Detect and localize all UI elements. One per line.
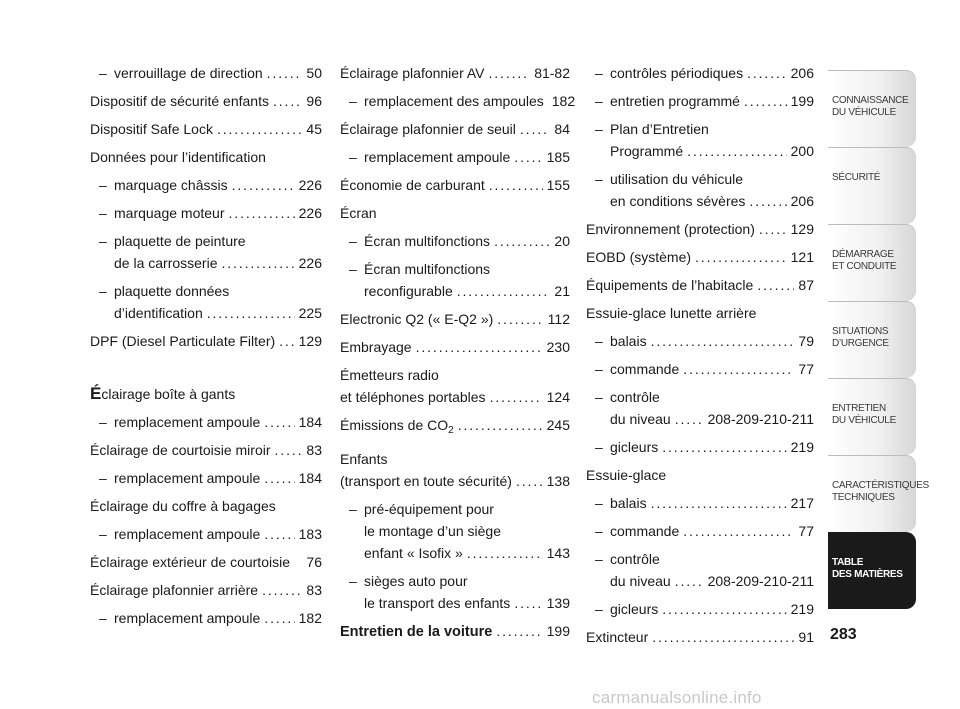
index-entry: – Écran multifonctions reconfigurable . . . 21 xyxy=(340,258,570,302)
page-ref: 79 xyxy=(798,333,814,349)
index-entry: Éclairage de courtoisie miroir . . . 83 xyxy=(90,439,322,461)
page-ref: 226 xyxy=(298,205,322,221)
page-ref: 83 xyxy=(306,442,322,458)
page-ref: 208-209-210-211 xyxy=(707,573,814,589)
index-entry: Éclairage plafonnier arrière . . . 83 xyxy=(90,579,322,601)
index-entry: Enfants (transport en toute sécurité) . . . 138 xyxy=(340,448,570,492)
tab-situations-d-urgence[interactable]: SITUATIONS D’URGENCE xyxy=(828,301,916,378)
index-entry: Electronic Q2 (« E-Q2 ») . . . 112 xyxy=(340,308,570,330)
page-ref: 182 xyxy=(298,610,322,626)
index-entry: Éclairage plafonnier AV . . . 81-82 xyxy=(340,62,570,84)
page-ref: 206 xyxy=(790,193,814,209)
page-ref: 96 xyxy=(306,93,322,109)
index-column-3 xyxy=(586,62,814,648)
section-letter: É xyxy=(90,384,102,403)
index-heading: Éclairage du coffre à bagages xyxy=(90,498,276,514)
index-entry: – balais . . . 217 xyxy=(586,492,814,514)
page-ref: 219 xyxy=(790,439,814,455)
index-entry: – Écran multifonctions . . . 20 xyxy=(340,230,570,252)
index-entry: Émissions de $CO_2$ . . . 245 xyxy=(340,414,570,442)
index-entry: – contrôle du niveau . . . 208-209-210-211 xyxy=(586,548,814,592)
index-entry: – contrôle du niveau . . . 208-209-210-211 xyxy=(586,386,814,430)
page-ref: 199 xyxy=(790,93,814,109)
tab-entretien-du-vehicule[interactable]: ENTRETIEN DU VÉHICULE xyxy=(828,378,916,455)
index-entry: – remplacement ampoule . . . 182 xyxy=(90,607,322,629)
index-entry: – commande . . . 77 xyxy=(586,358,814,380)
index-entry: – pré-équipement pour le montage d’un siège enfant « Isofix » . . . 143 xyxy=(340,498,570,564)
page-ref: 200 xyxy=(790,143,814,159)
index-entry: Dispositif Safe Lock . . . 45 xyxy=(90,118,322,140)
page-ref: 129 xyxy=(298,333,322,349)
page-ref: 76 xyxy=(306,554,322,570)
index-heading: Essuie-glace xyxy=(586,467,667,483)
page-ref: 183 xyxy=(298,526,322,542)
page-ref: 184 xyxy=(298,470,322,486)
index-entry: Dispositif de sécurité enfants . . . 96 xyxy=(90,90,322,112)
index-entry: – remplacement ampoule . . . 185 xyxy=(340,146,570,168)
page-ref: 87 xyxy=(798,277,814,293)
index-entry: Équipements de l’habitacle . . . 87 xyxy=(586,274,814,296)
page-ref: 139 xyxy=(546,595,570,611)
page-ref: 77 xyxy=(798,523,814,539)
index-entry: – Plan d’Entretien Programmé . . . 200 xyxy=(586,118,814,162)
index-entry: – contrôles périodiques . . . 206 xyxy=(586,62,814,84)
index-entry: – remplacement ampoule . . . 184 xyxy=(90,467,322,489)
page-ref: 219 xyxy=(790,601,814,617)
index-entry: Émetteurs radio et téléphones portables . . . 124 xyxy=(340,364,570,408)
page-ref: 20 xyxy=(554,233,570,249)
page-ref: 129 xyxy=(790,221,814,237)
page-ref: 185 xyxy=(546,149,570,165)
index-entry-section: Entretien de la voiture . . . 199 xyxy=(340,620,570,643)
page-ref: 184 xyxy=(298,414,322,430)
index-entry: Économie de carburant . . . 155 xyxy=(340,174,570,196)
index-heading: Éclairage boîte à gants xyxy=(90,384,236,403)
page-ref: 91 xyxy=(798,629,814,645)
watermark: carmanualsonline.info xyxy=(592,688,762,707)
index-entry: Éclairage plafonnier de seuil . . . 84 xyxy=(340,118,570,140)
page-ref: 199 xyxy=(546,623,570,639)
page-ref: 112 xyxy=(547,311,570,327)
page-ref: 182 xyxy=(551,93,576,109)
tab-securite[interactable]: SÉCURITÉ xyxy=(828,147,916,224)
page-ref: 206 xyxy=(790,65,814,81)
index-entry: – remplacement ampoule . . . 184 xyxy=(90,411,322,433)
index-entry: – marquage moteur . . . 226 xyxy=(90,202,322,224)
index-entry: – gicleurs . . . 219 xyxy=(586,598,814,620)
index-entry: Embrayage . . . 230 xyxy=(340,336,570,358)
page-ref: 84 xyxy=(554,121,570,137)
page-ref: 226 xyxy=(298,255,322,271)
index-entry: – gicleurs . . . 219 xyxy=(586,436,814,458)
index-entry: – entretien programmé . . . 199 xyxy=(586,90,814,112)
index-column-1 xyxy=(90,62,322,629)
index-entry: – balais . . . 79 xyxy=(586,330,814,352)
tab-table-des-matieres[interactable]: TABLE DES MATIÈRES xyxy=(828,532,916,609)
index-entry: EOBD (système) . . . 121 xyxy=(586,246,814,268)
index-entry: – commande . . . 77 xyxy=(586,520,814,542)
index-entry: – utilisation du véhicule en conditions sévères . . . 206 xyxy=(586,168,814,212)
tab-demarrage-et-conduite[interactable]: DÉMARRAGE ET CONDUITE xyxy=(828,224,916,301)
index-entry: Environnement (protection) . . . 129 xyxy=(586,218,814,240)
tab-connaissance-du-vehicule[interactable]: CONNAISSANCE DU VÉHICULE xyxy=(828,70,916,147)
page-ref: 83 xyxy=(306,582,322,598)
page-ref: 208-209-210-211 xyxy=(707,411,814,427)
page-ref: 45 xyxy=(306,121,322,137)
section-tabs xyxy=(828,70,929,609)
page-ref: 245 xyxy=(546,417,570,433)
page-ref: 121 xyxy=(790,249,814,265)
page-number: 283 xyxy=(830,626,857,643)
index-entry: – remplacement des ampoules 182 xyxy=(340,90,570,112)
index-column-2 xyxy=(340,62,576,643)
index-entry: – remplacement ampoule . . . 183 xyxy=(90,523,322,545)
index-heading: Essuie-glace lunette arrière xyxy=(586,305,757,321)
page-ref: 50 xyxy=(306,65,322,81)
index-entry: – sièges auto pour le transport des enfants . . . 139 xyxy=(340,570,570,614)
index-heading: Écran xyxy=(340,205,377,221)
index-entry: – verrouillage de direction . . . 50 xyxy=(90,62,322,84)
index-entry: DPF (Diesel Particulate Filter) . . . 129 xyxy=(90,330,322,352)
page-ref: 226 xyxy=(298,177,322,193)
page-ref: 225 xyxy=(298,305,322,321)
index-entry: Éclairage extérieur de courtoisie 76 xyxy=(90,551,322,573)
page-ref: 81-82 xyxy=(534,65,570,81)
page-ref: 217 xyxy=(790,495,814,511)
index-entry: – plaquette données d’identification . . . 225 xyxy=(90,280,322,324)
page-ref: 230 xyxy=(546,339,570,355)
index-heading: Données pour l’identification xyxy=(90,149,266,165)
page-ref: 124 xyxy=(546,389,570,405)
page-ref: 77 xyxy=(798,361,814,377)
page-ref: 21 xyxy=(554,283,570,299)
index-entry: Extincteur . . . 91 xyxy=(586,626,814,648)
tab-caracteristiques-techniques[interactable]: CARACTÉRISTIQUES TECHNIQUES xyxy=(828,455,916,532)
page-ref: 155 xyxy=(546,177,570,193)
page-ref: 138 xyxy=(546,473,570,489)
page-ref: 143 xyxy=(546,545,570,561)
index-entry: – plaquette de peinture de la carrosserie . . . 226 xyxy=(90,230,322,274)
index-entry: – marquage châssis . . . 226 xyxy=(90,174,322,196)
